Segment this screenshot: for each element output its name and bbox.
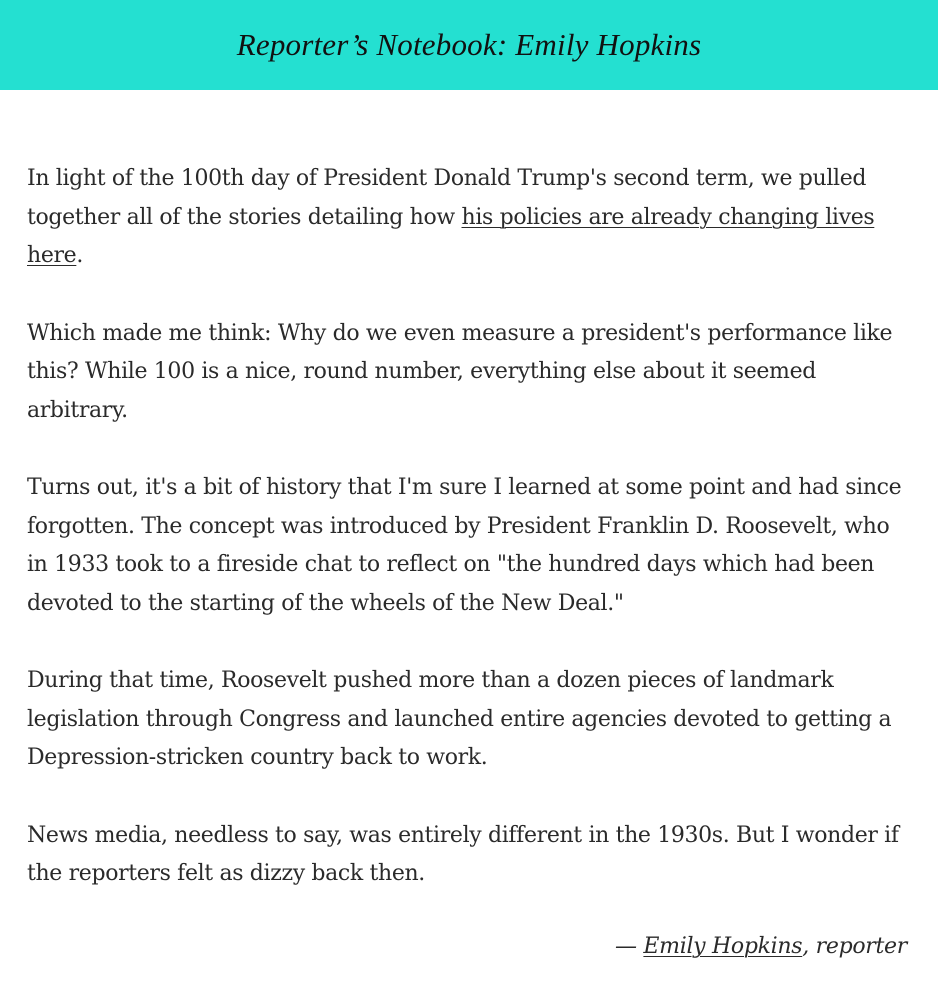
page-title: Reporter’s Notebook: Emily Hopkins [236,27,702,62]
policies-story-link[interactable]: his policies are already changing lives here [27,204,875,268]
signature-role: , reporter [802,934,907,959]
signature [615,928,907,967]
paragraph-intro [27,160,911,276]
paragraph-intro-end: . [76,243,83,268]
paragraph-intro-text: In light of the 100th day of President Donald Trump's second term, we pulled together all of the stories detailing how [27,166,867,230]
paragraph-question: Which made me think: Why do we even measure a president's performance like this? While 100 is a nice, round number, everything else about it seemed arbitrary. [27,320,893,423]
article-body [27,160,911,933]
newsletter-header [0,0,938,90]
paragraph-history: Turns out, it's a bit of history that I'm sure I learned at some point and had since forgotten. The concept was introduced by President Franklin D. Roosevelt, who in 1933 took to a fireside chat to reflect on "the hundred days which had been devoted to the starting of the wheels of the New Deal." [27,475,902,616]
author-link[interactable]: Emily Hopkins [643,934,803,959]
paragraph-new-deal: During that time, Roosevelt pushed more than a dozen pieces of landmark legislation through Congress and launched entire agencies devoted to getting a Depression-stricken country back to work. [27,668,892,770]
paragraph-closing: News media, needless to say, was entirely different in the 1930s. But I wonder if the reporters felt as dizzy back then. [27,822,899,886]
signature-dash: — [614,934,644,959]
